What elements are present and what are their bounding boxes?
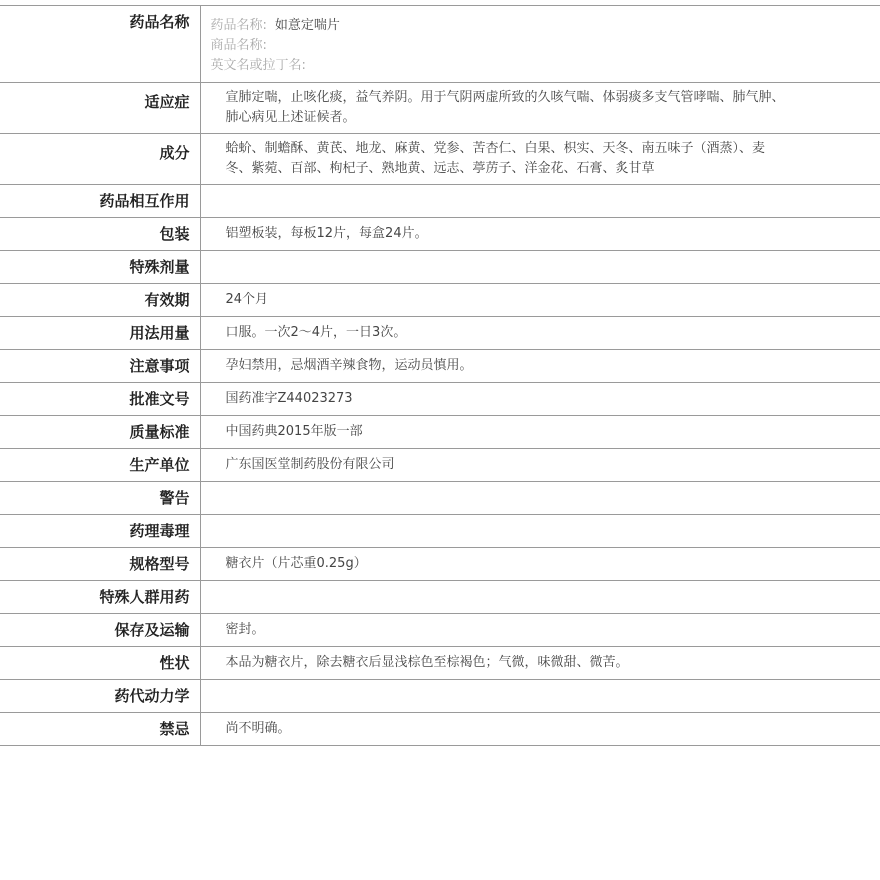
generic-name-line (211, 16, 880, 36)
row-label: 规格型号 (0, 548, 200, 581)
row-usage (0, 317, 880, 350)
row-value (200, 515, 880, 548)
row-label: 注意事项 (0, 350, 200, 383)
row-label: 警告 (0, 482, 200, 515)
row-value: 中国药典2015年版一部 (200, 416, 880, 449)
row-label: 用法用量 (0, 317, 200, 350)
row-label: 包装 (0, 218, 200, 251)
row-standard (0, 416, 880, 449)
row-appearance (0, 647, 880, 680)
drug-name-block (200, 6, 880, 83)
row-value (200, 251, 880, 284)
row-value (200, 680, 880, 713)
row-value: 铝塑板装，每板12片，每盒24片。 (200, 218, 880, 251)
row-indications (0, 83, 880, 134)
row-ingredients (0, 134, 880, 185)
row-special-dosage (0, 251, 880, 284)
row-packaging (0, 218, 880, 251)
drug-spec-table (0, 5, 880, 746)
row-label: 禁忌 (0, 713, 200, 746)
trade-name-line (211, 36, 880, 56)
row-special-groups (0, 581, 880, 614)
row-label: 生产单位 (0, 449, 200, 482)
generic-name-value: 如意定喘片 (274, 18, 340, 33)
row-value: 尚不明确。 (200, 713, 880, 746)
row-label: 药品相互作用 (0, 185, 200, 218)
row-value (200, 482, 880, 515)
row-contraindications (0, 713, 880, 746)
row-value: 国药准字Z44023273 (200, 383, 880, 416)
row-drug-name (0, 6, 880, 83)
english-name-key: 英文名或拉丁名: (210, 58, 306, 73)
row-label: 质量标准 (0, 416, 200, 449)
generic-name-key: 药品名称: (210, 18, 267, 33)
row-warning (0, 482, 880, 515)
row-value: 广东国医堂制药股份有限公司 (200, 449, 880, 482)
row-label: 适应症 (0, 83, 200, 134)
row-value (200, 185, 880, 218)
row-label: 药理毒理 (0, 515, 200, 548)
row-manufacturer (0, 449, 880, 482)
row-label: 特殊人群用药 (0, 581, 200, 614)
row-specification (0, 548, 880, 581)
row-value: 密封。 (200, 614, 880, 647)
row-interactions (0, 185, 880, 218)
row-shelf-life (0, 284, 880, 317)
row-value: 24个月 (200, 284, 880, 317)
row-label: 批准文号 (0, 383, 200, 416)
trade-name-key: 商品名称: (210, 38, 267, 53)
row-label: 性状 (0, 647, 200, 680)
row-toxicology (0, 515, 880, 548)
row-pharmacokinetics (0, 680, 880, 713)
row-value: 本品为糖衣片，除去糖衣后显浅棕色至棕褐色；气微，味微甜、微苦。 (200, 647, 880, 680)
row-label: 有效期 (0, 284, 200, 317)
row-label: 药代动力学 (0, 680, 200, 713)
row-value: 蛤蚧、制蟾酥、黄芪、地龙、麻黄、党参、苦杏仁、白果、枳实、天冬、南五味子（酒蒸）、麦冬、紫菀、百部、枸杞子、熟地黄、远志、葶苈子、洋金花、石膏、炙甘草 (200, 134, 880, 185)
row-label: 药品名称 (0, 6, 200, 83)
row-value (200, 581, 880, 614)
row-label: 保存及运输 (0, 614, 200, 647)
row-storage (0, 614, 880, 647)
row-precautions (0, 350, 880, 383)
english-name-line (211, 56, 880, 76)
row-label: 成分 (0, 134, 200, 185)
row-approval (0, 383, 880, 416)
row-value: 孕妇禁用，忌烟酒辛辣食物，运动员慎用。 (200, 350, 880, 383)
row-value: 糖衣片（片芯重0.25g） (200, 548, 880, 581)
row-value: 宣肺定喘，止咳化痰，益气养阴。用于气阴两虚所致的久咳气喘、体弱痰多支气管哮喘、肺气肿、肺心病见上述证候者。 (200, 83, 880, 134)
row-value: 口服。一次2～4片，一日3次。 (200, 317, 880, 350)
row-label: 特殊剂量 (0, 251, 200, 284)
